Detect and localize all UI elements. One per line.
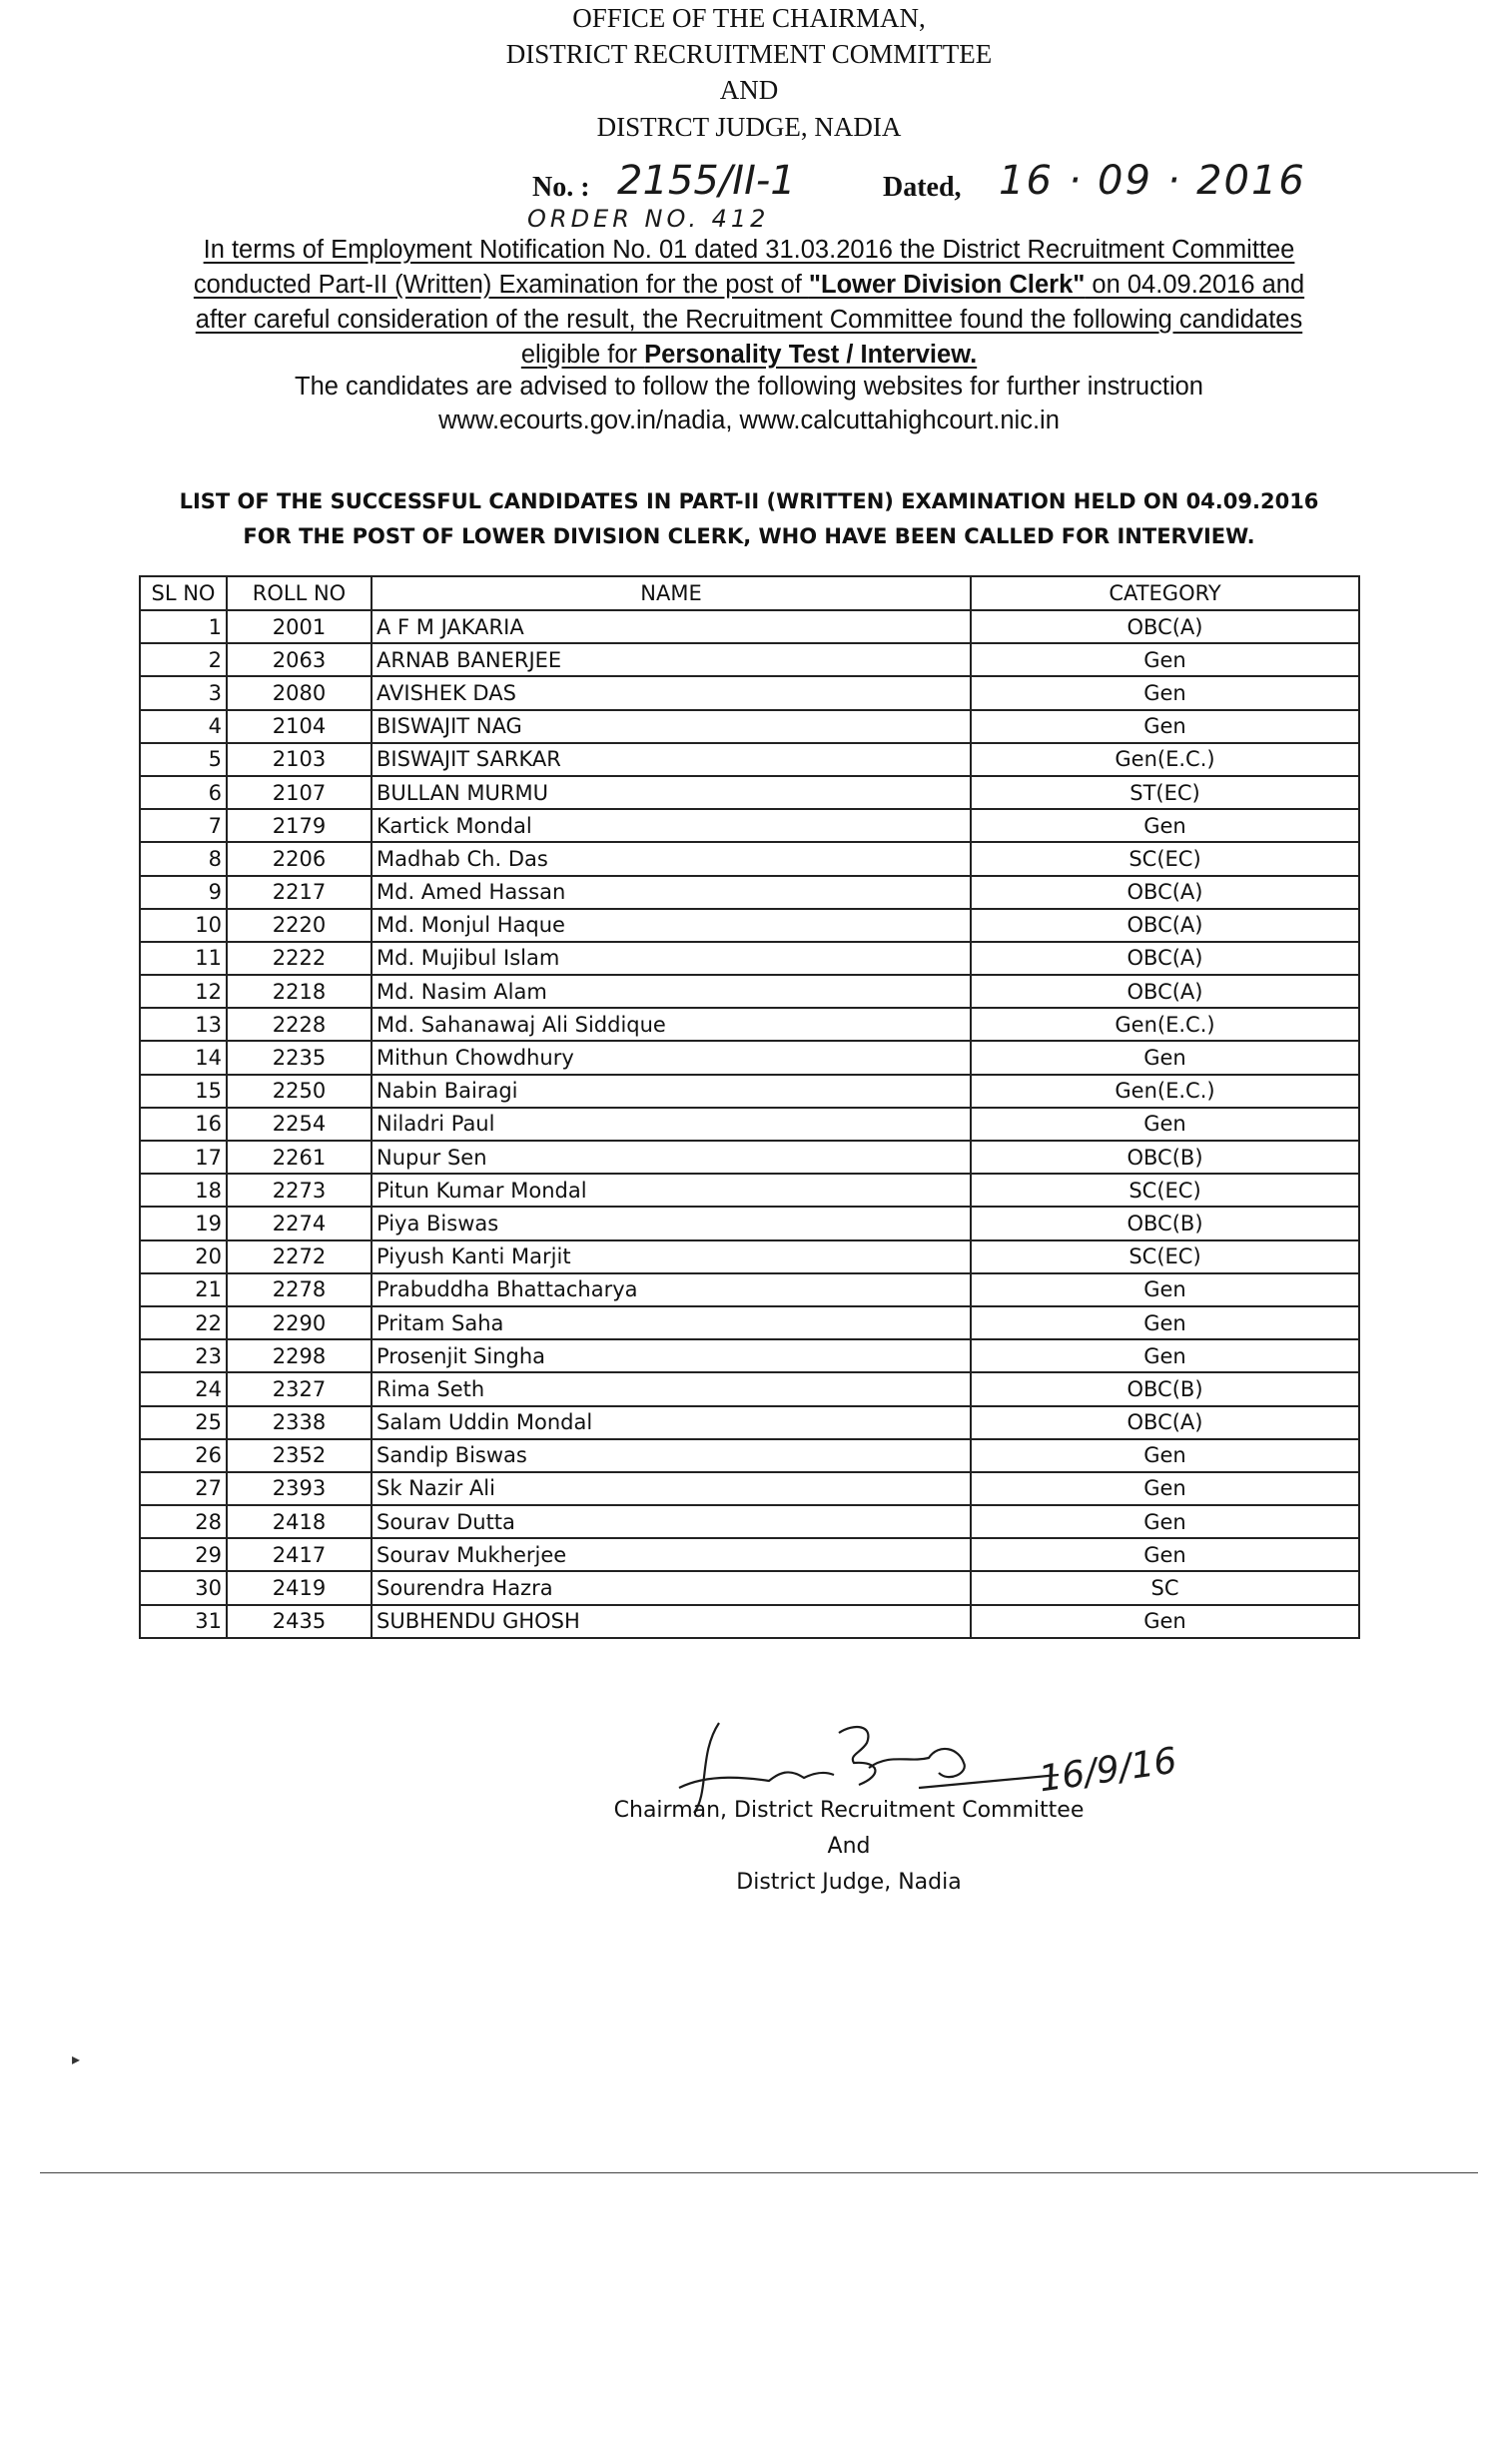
table-row: [140, 1306, 1359, 1339]
table-row: [140, 1472, 1359, 1505]
cell-roll-no: 2063: [227, 643, 372, 676]
cell-roll-no: 2419: [227, 1571, 372, 1604]
cell-roll-no: 2352: [227, 1439, 372, 1472]
cell-roll-no: 2254: [227, 1108, 372, 1141]
cell-roll-no: 2250: [227, 1075, 372, 1108]
no-label: No. :: [532, 172, 590, 203]
cell-name: Prabuddha Bhattacharya: [372, 1273, 971, 1306]
cell-category: OBC(B): [971, 1207, 1359, 1239]
signatory-and: And: [827, 1834, 871, 1859]
table-row: [140, 1008, 1359, 1041]
cell-name: Pitun Kumar Mondal: [372, 1174, 971, 1207]
cell-sl-no: 24: [140, 1372, 227, 1405]
cell-sl-no: 16: [140, 1108, 227, 1141]
cell-roll-no: 2327: [227, 1372, 372, 1405]
cell-name: AVISHEK DAS: [372, 676, 971, 709]
cell-category: Gen(E.C.): [971, 743, 1359, 776]
cell-sl-no: 30: [140, 1571, 227, 1604]
cell-name: BISWAJIT NAG: [372, 710, 971, 743]
cell-roll-no: 2001: [227, 610, 372, 643]
cell-category: Gen: [971, 643, 1359, 676]
cell-roll-no: 2272: [227, 1240, 372, 1273]
cell-roll-no: 2278: [227, 1273, 372, 1306]
table-header-row: [140, 576, 1359, 610]
table-row: [140, 942, 1359, 975]
cell-name: Md. Nasim Alam: [372, 975, 971, 1008]
cell-roll-no: 2393: [227, 1472, 372, 1505]
header-sl-no: SL NO: [140, 576, 227, 610]
list-title-line-1: LIST OF THE SUCCESSFUL CANDIDATES IN PART-II (WRITTEN) EXAMINATION HELD ON 04.09.2016: [179, 489, 1319, 513]
cell-sl-no: 27: [140, 1472, 227, 1505]
header-roll-no: ROLL NO: [227, 576, 372, 610]
cell-sl-no: 2: [140, 643, 227, 676]
cell-roll-no: 2417: [227, 1538, 372, 1571]
table-row: [140, 776, 1359, 809]
cell-name: Rima Seth: [372, 1372, 971, 1405]
cell-category: Gen: [971, 676, 1359, 709]
cell-sl-no: 17: [140, 1141, 227, 1174]
cell-name: Niladri Paul: [372, 1108, 971, 1141]
table-row: [140, 1571, 1359, 1604]
cell-name: Md. Sahanawaj Ali Siddique: [372, 1008, 971, 1041]
cell-category: Gen: [971, 809, 1359, 842]
cell-category: OBC(A): [971, 876, 1359, 909]
cell-roll-no: 2261: [227, 1141, 372, 1174]
cell-category: Gen: [971, 1505, 1359, 1538]
cell-name: Kartick Mondal: [372, 809, 971, 842]
cell-name: BULLAN MURMU: [372, 776, 971, 809]
cell-sl-no: 20: [140, 1240, 227, 1273]
website-links: www.ecourts.gov.in/nadia, www.calcuttahighcourt.nic.in: [438, 407, 1060, 434]
table-row: [140, 909, 1359, 942]
cell-name: Salam Uddin Mondal: [372, 1406, 971, 1439]
list-title-line-2: FOR THE POST OF LOWER DIVISION CLERK, WHO HAVE BEEN CALLED FOR INTERVIEW.: [243, 524, 1255, 548]
cell-sl-no: 13: [140, 1008, 227, 1041]
cell-category: Gen(E.C.): [971, 1075, 1359, 1108]
header-and: AND: [719, 75, 779, 105]
table-row: [140, 1505, 1359, 1538]
cell-sl-no: 7: [140, 809, 227, 842]
candidates-table: [139, 575, 1360, 1639]
cell-roll-no: 2217: [227, 876, 372, 909]
cell-category: SC(EC): [971, 1240, 1359, 1273]
cell-name: Sandip Biswas: [372, 1439, 971, 1472]
cell-name: Sk Nazir Ali: [372, 1472, 971, 1505]
cell-category: OBC(A): [971, 610, 1359, 643]
cell-name: Sourav Mukherjee: [372, 1538, 971, 1571]
cell-sl-no: 28: [140, 1505, 227, 1538]
cell-category: ST(EC): [971, 776, 1359, 809]
cell-sl-no: 4: [140, 710, 227, 743]
cell-sl-no: 1: [140, 610, 227, 643]
cell-sl-no: 15: [140, 1075, 227, 1108]
cell-sl-no: 12: [140, 975, 227, 1008]
cell-name: Piyush Kanti Marjit: [372, 1240, 971, 1273]
notice-line-3: after careful consideration of the result, the Recruitment Committee found the following candidates: [195, 306, 1303, 334]
cell-sl-no: 5: [140, 743, 227, 776]
cell-sl-no: 25: [140, 1406, 227, 1439]
cell-roll-no: 2103: [227, 743, 372, 776]
table-row: [140, 1339, 1359, 1372]
cell-name: Pritam Saha: [372, 1306, 971, 1339]
cell-name: Mithun Chowdhury: [372, 1041, 971, 1074]
cell-category: OBC(A): [971, 909, 1359, 942]
table-row: [140, 1439, 1359, 1472]
cell-category: SC: [971, 1571, 1359, 1604]
cell-sl-no: 26: [140, 1439, 227, 1472]
table-row: [140, 975, 1359, 1008]
cell-category: Gen: [971, 1538, 1359, 1571]
table-row: [140, 743, 1359, 776]
cell-name: Md. Amed Hassan: [372, 876, 971, 909]
bottom-rule: [40, 2172, 1478, 2173]
table-row: [140, 676, 1359, 709]
table-row: [140, 1207, 1359, 1239]
header-category: CATEGORY: [971, 576, 1359, 610]
cell-name: A F M JAKARIA: [372, 610, 971, 643]
cell-name: SUBHENDU GHOSH: [372, 1605, 971, 1638]
cell-sl-no: 23: [140, 1339, 227, 1372]
signature-block: [559, 1793, 1138, 1901]
cell-name: Nabin Bairagi: [372, 1075, 971, 1108]
signatory-judge: District Judge, Nadia: [736, 1870, 962, 1895]
cell-category: OBC(B): [971, 1141, 1359, 1174]
cell-name: BISWAJIT SARKAR: [372, 743, 971, 776]
committee-title: DISTRICT RECRUITMENT COMMITTEE: [505, 39, 993, 69]
table-row: [140, 1273, 1359, 1306]
header-name: NAME: [372, 576, 971, 610]
cell-roll-no: 2222: [227, 942, 372, 975]
cell-roll-no: 2104: [227, 710, 372, 743]
table-row: [140, 876, 1359, 909]
cell-category: Gen: [971, 710, 1359, 743]
cell-category: Gen: [971, 1439, 1359, 1472]
cell-sl-no: 11: [140, 942, 227, 975]
table-row: [140, 1605, 1359, 1638]
table-row: [140, 1075, 1359, 1108]
cell-sl-no: 6: [140, 776, 227, 809]
cell-sl-no: 3: [140, 676, 227, 709]
cell-sl-no: 21: [140, 1273, 227, 1306]
cell-roll-no: 2220: [227, 909, 372, 942]
cell-roll-no: 2418: [227, 1505, 372, 1538]
cell-category: Gen: [971, 1605, 1359, 1638]
signatory-title: Chairman, District Recruitment Committee: [613, 1798, 1085, 1823]
cell-roll-no: 2228: [227, 1008, 372, 1041]
table-row: [140, 1141, 1359, 1174]
cell-roll-no: 2290: [227, 1306, 372, 1339]
cell-roll-no: 2338: [227, 1406, 372, 1439]
cell-roll-no: 2206: [227, 842, 372, 875]
cell-roll-no: 2179: [227, 809, 372, 842]
cell-category: Gen: [971, 1472, 1359, 1505]
cell-category: Gen: [971, 1273, 1359, 1306]
cell-name: Md. Monjul Haque: [372, 909, 971, 942]
cell-sl-no: 19: [140, 1207, 227, 1239]
cell-category: SC(EC): [971, 1174, 1359, 1207]
cell-name: Prosenjit Singha: [372, 1339, 971, 1372]
cell-sl-no: 14: [140, 1041, 227, 1074]
reference-number: 2155/II-1: [617, 158, 796, 204]
order-number: ORDER NO. 412: [527, 205, 770, 233]
cell-category: OBC(A): [971, 975, 1359, 1008]
table-row: [140, 1240, 1359, 1273]
issue-date: 16 · 09 · 2016: [999, 158, 1306, 204]
signature-date: 16/9/16: [1036, 1740, 1179, 1801]
cell-sl-no: 18: [140, 1174, 227, 1207]
cell-name: Md. Mujibul Islam: [372, 942, 971, 975]
cell-category: OBC(A): [971, 1406, 1359, 1439]
cell-category: Gen: [971, 1108, 1359, 1141]
cell-roll-no: 2235: [227, 1041, 372, 1074]
dated-label: Dated,: [883, 172, 962, 203]
table-row: [140, 710, 1359, 743]
cell-sl-no: 29: [140, 1538, 227, 1571]
cell-category: Gen: [971, 1041, 1359, 1074]
cell-category: OBC(A): [971, 942, 1359, 975]
cell-sl-no: 31: [140, 1605, 227, 1638]
table-row: [140, 610, 1359, 643]
cell-category: Gen: [971, 1306, 1359, 1339]
cell-roll-no: 2218: [227, 975, 372, 1008]
scan-speck: ▸: [72, 2050, 81, 2068]
table-row: [140, 643, 1359, 676]
office-title: OFFICE OF THE CHAIRMAN,: [572, 3, 926, 33]
notice-paragraph: [160, 233, 1338, 373]
instruction-text: The candidates are advised to follow the following websites for further instruction: [295, 373, 1203, 401]
table-row: [140, 809, 1359, 842]
cell-sl-no: 10: [140, 909, 227, 942]
cell-category: Gen: [971, 1339, 1359, 1372]
table-row: [140, 1372, 1359, 1405]
table-row: [140, 1108, 1359, 1141]
cell-sl-no: 9: [140, 876, 227, 909]
cell-category: SC(EC): [971, 842, 1359, 875]
judge-title: DISTRCT JUDGE, NADIA: [596, 112, 902, 142]
table-row: [140, 1041, 1359, 1074]
table-row: [140, 842, 1359, 875]
cell-name: Piya Biswas: [372, 1207, 971, 1239]
table-row: [140, 1538, 1359, 1571]
cell-sl-no: 22: [140, 1306, 227, 1339]
cell-name: Nupur Sen: [372, 1141, 971, 1174]
cell-name: Sourav Dutta: [372, 1505, 971, 1538]
table-row: [140, 1174, 1359, 1207]
cell-name: ARNAB BANERJEE: [372, 643, 971, 676]
cell-roll-no: 2435: [227, 1605, 372, 1638]
cell-name: Madhab Ch. Das: [372, 842, 971, 875]
cell-roll-no: 2273: [227, 1174, 372, 1207]
notice-line-1: In terms of Employment Notification No. 01 dated 31.03.2016 the District Recruitment Committee: [203, 236, 1295, 264]
cell-roll-no: 2080: [227, 676, 372, 709]
cell-roll-no: 2274: [227, 1207, 372, 1239]
notice-line-4: eligible for Personality Test / Interview.: [520, 341, 978, 369]
cell-name: Sourendra Hazra: [372, 1571, 971, 1604]
notice-line-2: conducted Part-II (Written) Examination for the post of "Lower Division Clerk" on 04.09.2016 and: [193, 271, 1305, 299]
cell-category: Gen(E.C.): [971, 1008, 1359, 1041]
cell-roll-no: 2298: [227, 1339, 372, 1372]
cell-category: OBC(B): [971, 1372, 1359, 1405]
cell-roll-no: 2107: [227, 776, 372, 809]
cell-sl-no: 8: [140, 842, 227, 875]
table-row: [140, 1406, 1359, 1439]
